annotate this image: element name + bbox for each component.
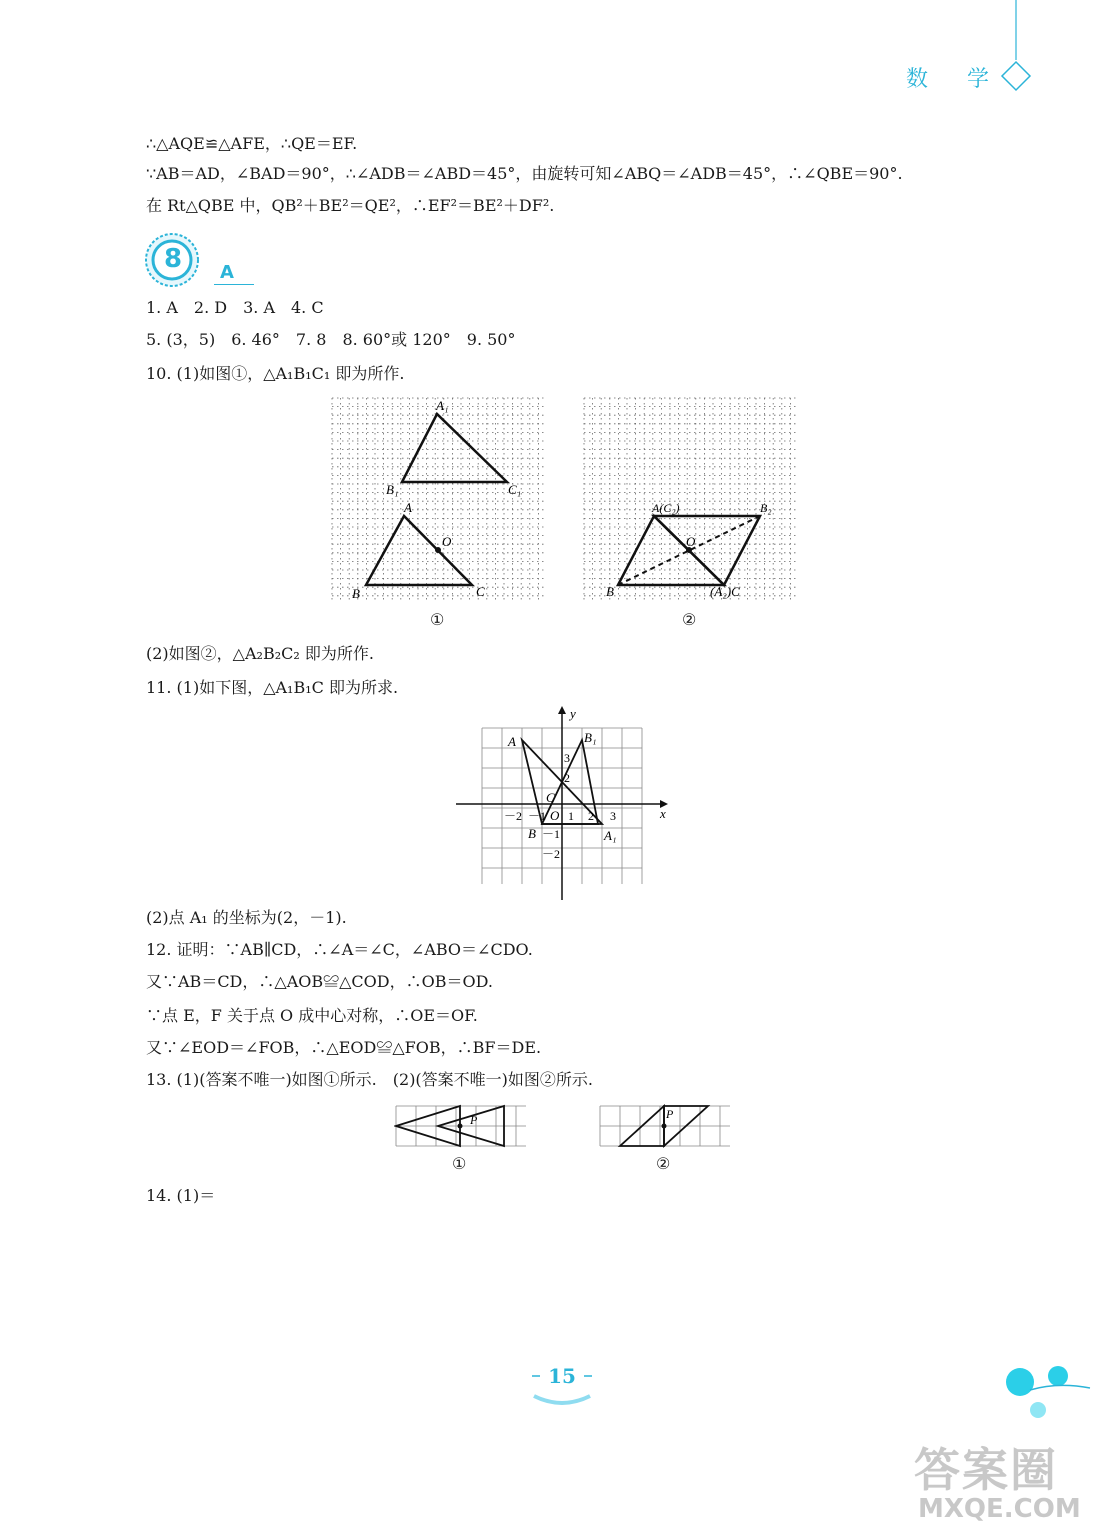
label-c: C (546, 790, 555, 805)
subject-title: 数 学 (906, 67, 1005, 92)
tick-x-1: 1 (568, 809, 574, 823)
figure-10-2 (582, 396, 798, 606)
point-o (435, 547, 441, 553)
label-p: P (666, 1107, 674, 1121)
triangle-abc (366, 516, 472, 585)
axis-y-label: y (570, 706, 576, 721)
label-b1: B₁ (584, 730, 597, 745)
answer-line: 10. (1)如图①，△A₁B₁C₁ 即为所作. (146, 364, 405, 383)
text-line: (2)如图②，△A₂B₂C₂ 即为所作. (146, 644, 374, 663)
label-a1: A₁ (436, 398, 449, 413)
figure-caption: ② (682, 610, 697, 629)
label-o: O (686, 534, 696, 549)
section-underline (214, 284, 254, 285)
label-b: B (528, 826, 536, 841)
watermark-url: MXQE.COM (918, 1494, 1081, 1524)
point-p (458, 1124, 463, 1129)
tick-y-2: 2 (564, 771, 570, 785)
text-line: ∴△AQE≌△AFE，∴QE＝EF. (146, 134, 358, 153)
text-line: 在 Rt△QBE 中，QB²＋BE²＝QE²，∴EF²＝BE²＋DF². (146, 196, 555, 215)
label-b: B (606, 584, 614, 599)
dot-grid (332, 398, 544, 602)
label-c: C (476, 584, 485, 599)
triangle-a2b2c2 (654, 516, 760, 585)
answer-line: 1. A 2. D 3. A 4. C (146, 298, 324, 317)
label-b: B (352, 586, 360, 601)
point-p (662, 1124, 667, 1129)
figure-caption: ② (656, 1154, 671, 1173)
figure-11-coordinate-grid (454, 704, 674, 904)
tick-y-3: 3 (564, 751, 570, 765)
tick-x-3: 3 (610, 809, 616, 823)
page-number: 15 (548, 1364, 576, 1388)
label-a2-c: (A₂)C (710, 584, 740, 599)
text-line: 12. 证明：∵AB∥CD，∴∠A＝∠C，∠ABO＝∠CDO. (146, 940, 533, 959)
watermark-logo: 答案圈 (914, 1443, 1058, 1497)
text-line: 14. (1)＝ (146, 1186, 216, 1205)
text-line: 11. (1)如下图，△A₁B₁C 即为所求. (146, 678, 399, 697)
answer-line: 5. (3，5) 6. 46° 7. 8 8. 60°或 120° 9. 50° (146, 330, 516, 349)
figure-caption: ① (430, 610, 445, 629)
figure-13-2 (598, 1104, 732, 1152)
section-number: 8 (163, 244, 183, 274)
label-a-c2: A(C₂) (652, 501, 680, 515)
tick-y-neg2: －2 (542, 847, 561, 861)
label-b2: B₂ (760, 501, 772, 515)
tick-x-neg2: －2 (504, 809, 523, 823)
tick-x-2: 2 (588, 809, 594, 823)
label-a: A (404, 500, 412, 515)
text-line: 又∵∠EOD＝∠FOB，∴△EOD≌△FOB，∴BF＝DE. (146, 1038, 542, 1057)
figure-13-1 (394, 1104, 528, 1152)
text-line: 13. (1)(答案不唯一)如图①所示. (2)(答案不唯一)如图②所示. (146, 1070, 594, 1089)
text-line: (2)点 A₁ 的坐标为(2，－1). (146, 908, 347, 927)
dot-grid (584, 398, 796, 602)
text-line: 又∵AB＝CD，∴△AOB≌△COD，∴OB＝OD. (146, 972, 493, 991)
triangle-abc (618, 516, 724, 585)
label-a: A (508, 734, 516, 749)
text-line: ∵点 E，F 关于点 O 成中心对称，∴OE＝OF. (146, 1006, 478, 1025)
text-line: ∵AB＝AD，∠BAD＝90°，∴∠ADB＝∠ABD＝45°，由旋转可知∠ABQ＝∠ADB＝45°，∴∠QBE＝90°. (146, 164, 903, 183)
tick-y-neg1: －1 (542, 827, 561, 841)
label-o: O (442, 534, 452, 549)
figure-caption: ① (452, 1154, 467, 1173)
label-a1: A₁ (604, 828, 617, 843)
tick-x-neg1: －1 (528, 809, 547, 823)
bubble-decoration (1000, 1360, 1093, 1424)
label-o: O (550, 808, 560, 823)
label-p: P (470, 1113, 478, 1127)
y-axis-arrow (558, 706, 566, 714)
figure-10-1 (330, 396, 546, 606)
section-label: A (220, 262, 234, 283)
label-c1: C₁ (508, 482, 522, 497)
label-b1: B₁ (386, 482, 399, 497)
axis-x-label: x (660, 806, 666, 821)
